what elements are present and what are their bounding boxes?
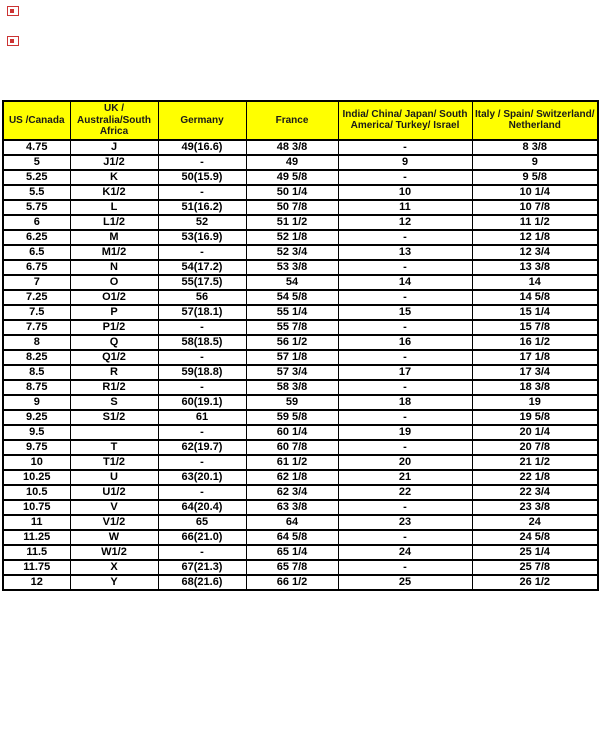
broken-image-icon	[7, 36, 19, 46]
table-cell: 9.25	[3, 410, 70, 425]
table-row	[3, 350, 598, 365]
table-cell: -	[338, 560, 472, 575]
table-cell: -	[338, 350, 472, 365]
table-cell: 49 5/8	[246, 170, 338, 185]
table-row	[3, 335, 598, 350]
header-cell: US /Canada	[3, 101, 70, 140]
table-cell: M1/2	[70, 245, 158, 260]
table-cell: P1/2	[70, 320, 158, 335]
table-cell: 5.25	[3, 170, 70, 185]
table-cell: 8.75	[3, 380, 70, 395]
table-cell: 24	[472, 515, 598, 530]
table-cell: 49(16.6)	[158, 140, 246, 155]
table-cell: 51(16.2)	[158, 200, 246, 215]
table-row	[3, 515, 598, 530]
table-cell: 59(18.8)	[158, 365, 246, 380]
table-cell: 57 1/8	[246, 350, 338, 365]
table-cell: J1/2	[70, 155, 158, 170]
table-cell: -	[158, 545, 246, 560]
table-cell: 54(17.2)	[158, 260, 246, 275]
table-cell: 14 5/8	[472, 290, 598, 305]
table-cell: 25 1/4	[472, 545, 598, 560]
broken-image-icon	[7, 6, 19, 16]
table-cell: 24 5/8	[472, 530, 598, 545]
table-cell: -	[158, 185, 246, 200]
table-cell: -	[158, 425, 246, 440]
table-cell: 7.75	[3, 320, 70, 335]
table-cell: R1/2	[70, 380, 158, 395]
table-cell: Y	[70, 575, 158, 590]
table-cell: 67(21.3)	[158, 560, 246, 575]
table-row	[3, 485, 598, 500]
table-cell: 66 1/2	[246, 575, 338, 590]
table-cell: 9	[472, 155, 598, 170]
table-row	[3, 320, 598, 335]
table-cell: 62(19.7)	[158, 440, 246, 455]
table-cell: 49	[246, 155, 338, 170]
table-cell: 9 5/8	[472, 170, 598, 185]
table-cell: -	[158, 350, 246, 365]
table-cell: 57(18.1)	[158, 305, 246, 320]
table-cell: 8.5	[3, 365, 70, 380]
table-cell: W1/2	[70, 545, 158, 560]
table-cell: S1/2	[70, 410, 158, 425]
table-cell: 6.5	[3, 245, 70, 260]
table-cell: 21	[338, 470, 472, 485]
table-cell: 17 3/4	[472, 365, 598, 380]
table-cell: 50 7/8	[246, 200, 338, 215]
table-cell: 10 7/8	[472, 200, 598, 215]
table-row	[3, 425, 598, 440]
table-cell: 63(20.1)	[158, 470, 246, 485]
table-cell: 7.25	[3, 290, 70, 305]
table-cell: J	[70, 140, 158, 155]
table-cell: 63 3/8	[246, 500, 338, 515]
table-cell: 6.25	[3, 230, 70, 245]
table-cell: 16	[338, 335, 472, 350]
table-cell: 62 3/4	[246, 485, 338, 500]
table-cell: 14	[472, 275, 598, 290]
table-cell: 22 3/4	[472, 485, 598, 500]
table-cell: 7	[3, 275, 70, 290]
table-body	[3, 140, 598, 590]
table-cell: 26 1/2	[472, 575, 598, 590]
table-cell: 13 3/8	[472, 260, 598, 275]
table-cell: 17 1/8	[472, 350, 598, 365]
table-cell: -	[338, 440, 472, 455]
table-cell: 64(20.4)	[158, 500, 246, 515]
table-cell: 11.25	[3, 530, 70, 545]
header-cell: India/ China/ Japan/ South America/ Turkey/ Israel	[338, 101, 472, 140]
table-row	[3, 410, 598, 425]
table-cell: -	[338, 380, 472, 395]
table-cell: 56	[158, 290, 246, 305]
table-cell: 10.25	[3, 470, 70, 485]
table-cell: O1/2	[70, 290, 158, 305]
table-cell: 19	[472, 395, 598, 410]
table-cell: 12	[338, 215, 472, 230]
header-row	[3, 101, 598, 140]
table-row	[3, 575, 598, 590]
table-cell: 52 1/8	[246, 230, 338, 245]
table-cell: L1/2	[70, 215, 158, 230]
table-cell: -	[338, 140, 472, 155]
table-cell: 50(15.9)	[158, 170, 246, 185]
header-cell: France	[246, 101, 338, 140]
table-cell: 6.75	[3, 260, 70, 275]
table-cell: 4.75	[3, 140, 70, 155]
table-row	[3, 440, 598, 455]
table-row	[3, 155, 598, 170]
table-cell: 10.5	[3, 485, 70, 500]
table-cell: -	[338, 260, 472, 275]
table-cell: 20	[338, 455, 472, 470]
table-cell: -	[338, 170, 472, 185]
table-cell: N	[70, 260, 158, 275]
table-cell: 21 1/2	[472, 455, 598, 470]
table-cell: 53 3/8	[246, 260, 338, 275]
table-cell: 8	[3, 335, 70, 350]
table-cell: T1/2	[70, 455, 158, 470]
table-cell: O	[70, 275, 158, 290]
table-row	[3, 455, 598, 470]
table-cell: -	[338, 530, 472, 545]
table-cell: 55 7/8	[246, 320, 338, 335]
table-cell: U1/2	[70, 485, 158, 500]
table-cell: 20 7/8	[472, 440, 598, 455]
table-cell: 10	[338, 185, 472, 200]
table-cell: 5.5	[3, 185, 70, 200]
table-cell: K	[70, 170, 158, 185]
table-cell: 12	[3, 575, 70, 590]
table-cell: 24	[338, 545, 472, 560]
table-cell: 65 7/8	[246, 560, 338, 575]
table-cell: 55(17.5)	[158, 275, 246, 290]
table-cell: 15	[338, 305, 472, 320]
table-cell: 10 1/4	[472, 185, 598, 200]
table-cell: 54 5/8	[246, 290, 338, 305]
table-cell: 5.75	[3, 200, 70, 215]
table-cell: 56 1/2	[246, 335, 338, 350]
table-cell: 68(21.6)	[158, 575, 246, 590]
table-cell: 10	[3, 455, 70, 470]
table-cell: -	[338, 230, 472, 245]
table-cell: -	[338, 410, 472, 425]
table-cell: 64 5/8	[246, 530, 338, 545]
table-cell: 17	[338, 365, 472, 380]
table-cell: 59 5/8	[246, 410, 338, 425]
table-cell: 61 1/2	[246, 455, 338, 470]
table-cell	[70, 425, 158, 440]
table-cell: 9	[338, 155, 472, 170]
table-cell: 8.25	[3, 350, 70, 365]
table-row	[3, 245, 598, 260]
table-cell: 23 3/8	[472, 500, 598, 515]
table-row	[3, 530, 598, 545]
table-cell: V1/2	[70, 515, 158, 530]
table-cell: R	[70, 365, 158, 380]
table-header	[3, 101, 598, 140]
table-cell: T	[70, 440, 158, 455]
table-cell: -	[158, 485, 246, 500]
table-cell: 15 7/8	[472, 320, 598, 335]
table-cell: X	[70, 560, 158, 575]
table-row	[3, 395, 598, 410]
table-row	[3, 305, 598, 320]
table-cell: 60 1/4	[246, 425, 338, 440]
table-cell: 10.75	[3, 500, 70, 515]
table-row	[3, 260, 598, 275]
table-cell: 19	[338, 425, 472, 440]
table-cell: K1/2	[70, 185, 158, 200]
table-row	[3, 380, 598, 395]
table-cell: 11	[3, 515, 70, 530]
table-row	[3, 140, 598, 155]
table-row	[3, 170, 598, 185]
header-cell: UK / Australia/South Africa	[70, 101, 158, 140]
table-cell: -	[338, 290, 472, 305]
table-cell: 11.5	[3, 545, 70, 560]
table-cell: 54	[246, 275, 338, 290]
table-cell: Q	[70, 335, 158, 350]
table-cell: 18 3/8	[472, 380, 598, 395]
table-cell: -	[158, 320, 246, 335]
table-row	[3, 185, 598, 200]
table-cell: 60 7/8	[246, 440, 338, 455]
table-cell: 52 3/4	[246, 245, 338, 260]
table-cell: 9	[3, 395, 70, 410]
table-cell: W	[70, 530, 158, 545]
table-cell: 6	[3, 215, 70, 230]
table-cell: U	[70, 470, 158, 485]
table-cell: 55 1/4	[246, 305, 338, 320]
table-cell: 66(21.0)	[158, 530, 246, 545]
table-cell: 25	[338, 575, 472, 590]
table-cell: 19 5/8	[472, 410, 598, 425]
table-cell: 58(18.5)	[158, 335, 246, 350]
table-cell: 15 1/4	[472, 305, 598, 320]
table-cell: M	[70, 230, 158, 245]
table-cell: 11.75	[3, 560, 70, 575]
table-row	[3, 545, 598, 560]
table-cell: 20 1/4	[472, 425, 598, 440]
table-cell: 16 1/2	[472, 335, 598, 350]
table-cell: 5	[3, 155, 70, 170]
table-cell: 51 1/2	[246, 215, 338, 230]
table-cell: 7.5	[3, 305, 70, 320]
table-cell: 52	[158, 215, 246, 230]
table-cell: P	[70, 305, 158, 320]
ring-size-table-container	[2, 100, 598, 591]
header-cell: Germany	[158, 101, 246, 140]
table-cell: Q1/2	[70, 350, 158, 365]
table-row	[3, 200, 598, 215]
table-cell: 22 1/8	[472, 470, 598, 485]
table-cell: -	[158, 455, 246, 470]
table-cell: 48 3/8	[246, 140, 338, 155]
table-cell: 57 3/4	[246, 365, 338, 380]
table-cell: 60(19.1)	[158, 395, 246, 410]
table-cell: 9.75	[3, 440, 70, 455]
table-cell: 9.5	[3, 425, 70, 440]
table-cell: L	[70, 200, 158, 215]
table-cell: -	[158, 245, 246, 260]
ring-size-conversion-table	[2, 100, 599, 591]
table-cell: 61	[158, 410, 246, 425]
table-row	[3, 470, 598, 485]
table-row	[3, 290, 598, 305]
table-cell: 25 7/8	[472, 560, 598, 575]
table-cell: -	[338, 320, 472, 335]
table-cell: -	[338, 500, 472, 515]
table-cell: 18	[338, 395, 472, 410]
table-cell: 12 3/4	[472, 245, 598, 260]
table-cell: 50 1/4	[246, 185, 338, 200]
table-cell: 8 3/8	[472, 140, 598, 155]
table-cell: 58 3/8	[246, 380, 338, 395]
table-cell: 62 1/8	[246, 470, 338, 485]
table-cell: 64	[246, 515, 338, 530]
table-cell: -	[158, 155, 246, 170]
table-cell: S	[70, 395, 158, 410]
table-cell: 23	[338, 515, 472, 530]
table-row	[3, 215, 598, 230]
table-cell: 22	[338, 485, 472, 500]
table-cell: 11 1/2	[472, 215, 598, 230]
table-row	[3, 230, 598, 245]
table-row	[3, 365, 598, 380]
table-cell: 59	[246, 395, 338, 410]
table-row	[3, 500, 598, 515]
table-cell: 53(16.9)	[158, 230, 246, 245]
table-cell: -	[158, 380, 246, 395]
table-cell: 65 1/4	[246, 545, 338, 560]
table-cell: 13	[338, 245, 472, 260]
table-row	[3, 560, 598, 575]
table-cell: V	[70, 500, 158, 515]
table-cell: 65	[158, 515, 246, 530]
table-cell: 14	[338, 275, 472, 290]
header-cell: Italy / Spain/ Switzerland/ Netherland	[472, 101, 598, 140]
table-cell: 12 1/8	[472, 230, 598, 245]
table-row	[3, 275, 598, 290]
table-cell: 11	[338, 200, 472, 215]
